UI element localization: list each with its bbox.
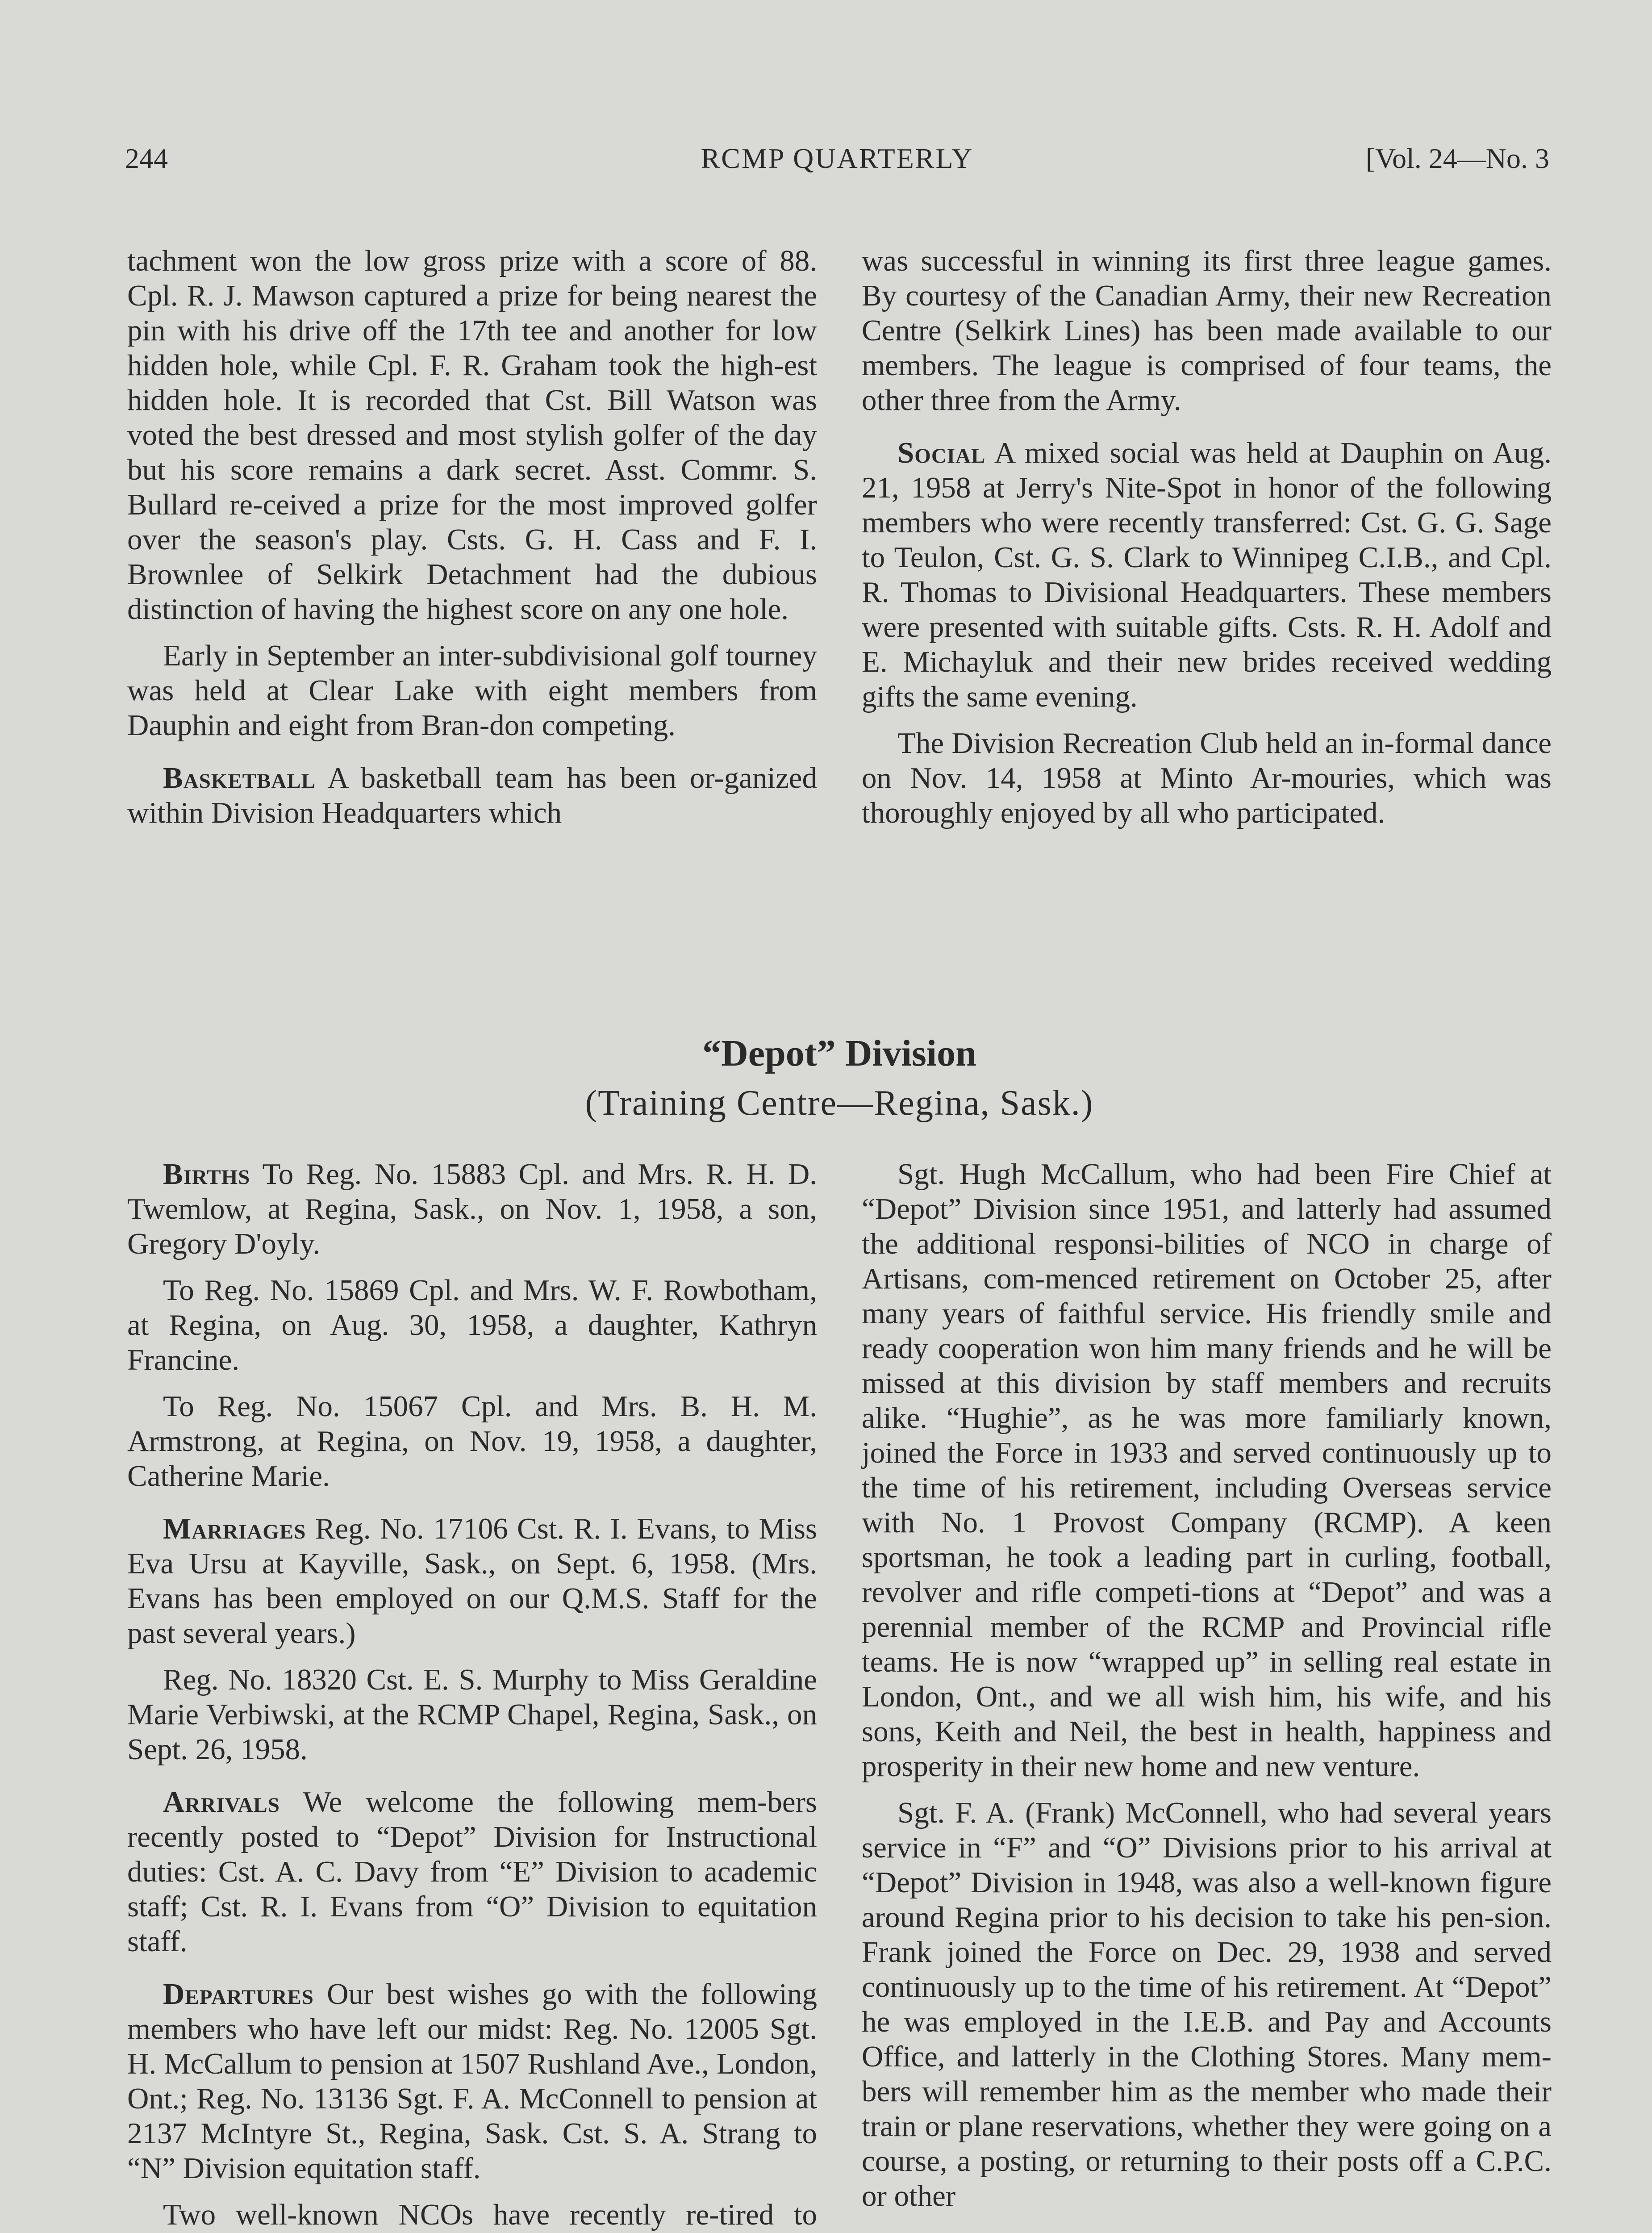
marriages-paragraph [127, 1511, 817, 1651]
social-heading: Social [897, 436, 986, 469]
recreation-club-paragraph: The Division Recreation Club held an in-formal dance on Nov. 14, 1958 at Minto Ar-mouries, which was thoroughly enjoyed by all who participated. [862, 727, 1552, 829]
marriages-heading: Marriages [163, 1512, 306, 1545]
journal-title: RCMP QUARTERLY [701, 142, 974, 174]
births-paragraph: To Reg. No. 15067 Cpl. and Mrs. B. H. M. Armstrong, at Regina, on Nov. 19, 1958, a daughter, Catherine Marie. [127, 1390, 817, 1493]
departures-text: Our best wishes go with the following members who have left our midst: Reg. No. 12005 Sgt. H. McCallum to pension at 1507 Rushland Ave., London, Ont.; Reg. No. 13136 Sgt. F. A. McConnell to pension at 2137 McIntyre St., Regina, Sask. Cst. S. A. Strang to “N” Division equitation staff. [127, 1978, 817, 2185]
basketball-heading: Basketball [163, 761, 316, 795]
marriages-paragraph: Reg. No. 18320 Cst. E. S. Murphy to Miss Geraldine Marie Verbiwski, at the RCMP Chapel, Regina, Sask., on Sept. 26, 1958. [127, 1663, 817, 1766]
births-paragraph: To Reg. No. 15869 Cpl. and Mrs. W. F. Rowbotham, at Regina, on Aug. 30, 1958, a daughter, Kathryn Francine. [127, 1274, 817, 1376]
births-text: To Reg. No. 15883 Cpl. and Mrs. R. H. D. Twemlow, at Regina, Sask., on Nov. 1, 1958, a son, Gregory D'oyly. [127, 1158, 817, 1260]
arrivals-heading: Arrivals [163, 1786, 280, 1819]
column-top-right [862, 243, 1552, 842]
column-bottom-left [127, 1157, 817, 2233]
golf-tourney-paragraph: Early in September an inter-subdivisional golf tourney was held at Clear Lake with eight members from Dauphin and eight from Bran-don competing. [127, 639, 817, 742]
section-title: “Depot” Division [702, 1033, 976, 1074]
departures-heading: Departures [163, 1978, 314, 2011]
arrivals-paragraph [127, 1785, 817, 1959]
social-paragraph [862, 435, 1552, 714]
column-top-left [127, 243, 817, 842]
mcconnell-paragraph: Sgt. F. A. (Frank) McConnell, who had several years service in “F” and “O” Divisions prior to his arrival at “Depot” Division in 1948, was also a well-known figure around Regina prior to his decision to take his pen-sion. Frank joined the Force on Dec. 29, 1938 and served continuously up to the time of his retirement. At “Depot” he was employed in the I.E.B. and Pay and Accounts Office, and latterly in the Clothing Stores. Many mem-bers will remember him as the member who made their train or plane reservations, whether they were going on a course, a posting, or returning to their posts off a C.P.C. or other [862, 1796, 1552, 2212]
running-header [125, 142, 1549, 182]
births-paragraph [127, 1157, 817, 1261]
golf-paragraph-continued: tachment won the low gross prize with a score of 88. Cpl. R. J. Mawson captured a prize for being nearest the pin with his drive off the 17th tee and another for low hidden hole, while Cpl. F. R. Graham took the high-est hidden hole. It is recorded that Cst. Bill Watson was voted the best dressed and most stylish golfer of the day but his score remains a dark secret. Asst. Commr. S. Bullard re-ceived a prize for the most improved golfer over the season's play. Csts. G. H. Cass and F. I. Brownlee of Selkirk Detachment had the dubious distinction of having the highest score on any one hole. [127, 244, 817, 626]
departures-paragraph [127, 1977, 817, 2186]
section-subtitle: (Training Centre—Regina, Sask.) [585, 1083, 1094, 1123]
retirement-intro-paragraph: Two well-known NCOs have recently re-tired to [163, 2198, 817, 2231]
births-heading: Births [163, 1158, 250, 1191]
arrivals-text: We welcome the following mem-bers recently posted to “Depot” Division for Instructional duties: Cst. A. C. Davy from “E” Division to academic staff; Cst. R. I. Evans from “O” Division to equitation staff. [127, 1786, 817, 1958]
volume-label: [Vol. 24—No. 3 [1365, 142, 1549, 174]
basketball-text: A basketball team has been or-ganized within Division Headquarters which [127, 761, 817, 829]
marriages-text: Reg. No. 17106 Cst. R. I. Evans, to Miss Eva Ursu at Kayville, Sask., on Sept. 6, 1958. (Mrs. Evans has been employed on our Q.M.S. Staff for the past several years.) [127, 1512, 817, 1650]
column-bottom-right [862, 1157, 1552, 2225]
basketball-paragraph-continued: was successful in winning its first three league games. By courtesy of the Canadian Army, their new Recreation Centre (Selkirk Lines) has been made available to our members. The league is comprised of four teams, the other three from the Army. [862, 244, 1552, 417]
mccallum-paragraph: Sgt. Hugh McCallum, who had been Fire Chief at “Depot” Division since 1951, and latterly had assumed the additional responsi-bilities of NCO in charge of Artisans, com-menced retirement on October 25, after many years of faithful service. His friendly smile and ready cooperation won him many friends and he will be missed at this division by staff members and recruits alike. “Hughie”, as he was more familiarly known, joined the Force in 1933 and served continuously up to the time of his retirement, including Overseas service with No. 1 Provost Company (RCMP). A keen sportsman, he took a leading part in curling, football, revolver and rifle competi-tions at “Depot” and was a perennial member of the RCMP and Provincial rifle teams. He is now “wrapped up” in selling real estate in London, Ont., and we all wish him, his wife, and his sons, Keith and Neil, the best in health, happiness and prosperity in their new home and new venture. [862, 1158, 1552, 1783]
basketball-paragraph [127, 761, 817, 830]
social-text: A mixed social was held at Dauphin on Aug. 21, 1958 at Jerry's Nite-Spot in honor of the following members who were recently transferred: Cst. G. G. Sage to Teulon, Cst. G. S. Clark to Winnipeg C.I.B., and Cpl. R. Thomas to Divisional Headquarters. These members were presented with suitable gifts. Csts. R. H. Adolf and E. Michayluk and their new brides received wedding gifts the same evening. [862, 436, 1552, 713]
page-number: 244 [125, 142, 168, 174]
